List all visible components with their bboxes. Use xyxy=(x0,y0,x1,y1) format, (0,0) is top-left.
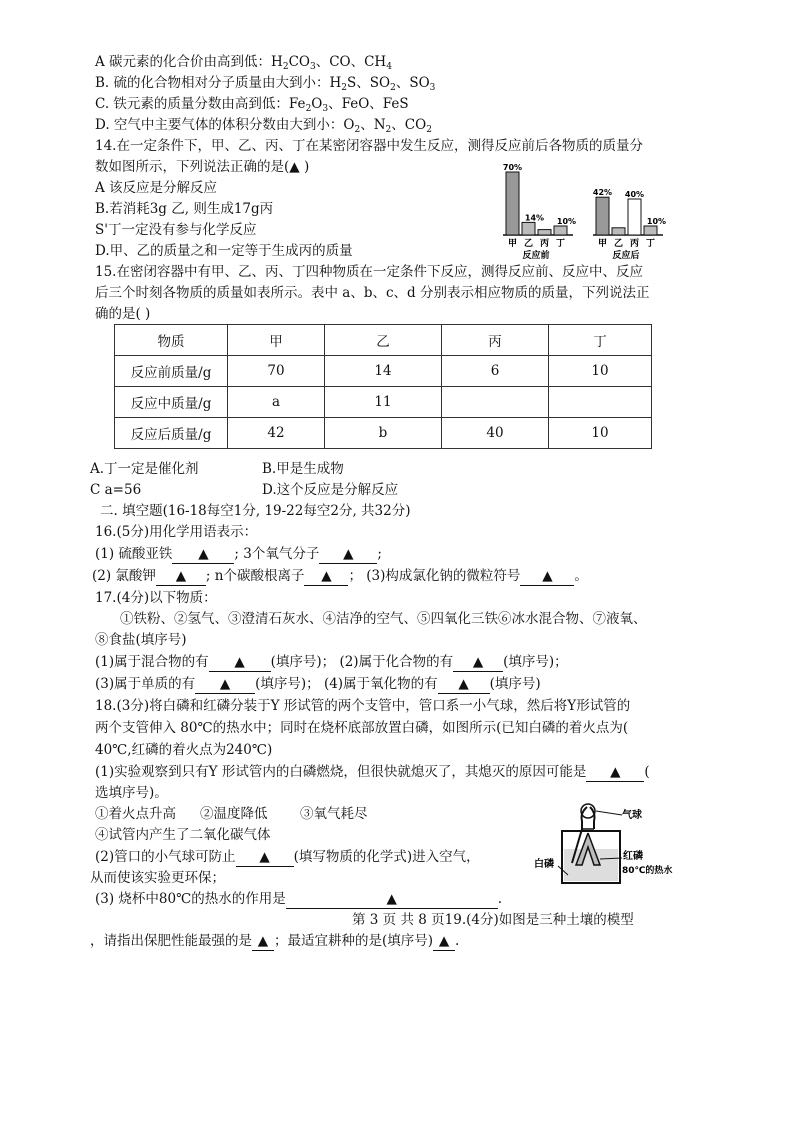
chart-value-label: 42% xyxy=(592,188,613,198)
chart-bar xyxy=(554,226,567,235)
chart-value-label: 14% xyxy=(524,213,545,223)
table-cell: 40 xyxy=(442,418,549,449)
chart-bar xyxy=(506,172,519,235)
label-balloon: 气球 xyxy=(622,810,642,821)
table-header-cell: 丙 xyxy=(442,325,549,356)
q16-line1: (1) 硫酸亚铁 ▲ ; 3个氧气分子 ▲ ; xyxy=(95,546,382,562)
answer-blank[interactable]: ▲ xyxy=(433,932,455,951)
q14-mass-fraction-chart xyxy=(498,155,678,260)
q13-option-b: B. 硫的化合物相对分子质量由大到小：$H_2S$、$SO_2$、$SO_3$ xyxy=(95,75,436,93)
table-row xyxy=(115,418,652,449)
table-header-row xyxy=(115,325,652,356)
chart-category-label: 丁 xyxy=(555,239,566,249)
answer-blank[interactable]: ▲ xyxy=(286,890,498,909)
table-cell xyxy=(442,387,549,418)
answer-blank[interactable]: ▲ xyxy=(304,567,348,586)
q15-mass-table xyxy=(114,324,652,449)
q15-option-c: C a=56 xyxy=(90,482,142,498)
answer-blank[interactable]: ▲ xyxy=(319,545,377,564)
table-cell: a xyxy=(228,387,325,418)
table-cell: 反应前质量/g xyxy=(115,356,228,387)
q15-option-a: A.丁一定是催化剂 xyxy=(90,461,199,477)
q18-line5: 选填序号)。 xyxy=(95,785,168,801)
q18-option-2: ②温度降低 xyxy=(200,806,268,822)
chart-bar xyxy=(612,228,625,235)
label-red-phosphorus: 红磷 xyxy=(623,851,643,862)
table-cell: 反应后质量/g xyxy=(115,418,228,449)
q14-stem-line1: 14.在一定条件下，甲、乙、丙、丁在某密闭容器中发生反应，测得反应前后各物质的质量分 xyxy=(95,138,643,154)
q18-line3: 40℃,红磷的着火点为240℃) xyxy=(95,742,273,758)
chart-value-label: 10% xyxy=(646,217,667,226)
q18-line4: (1)实验观察到只有Y 形试管内的白磷燃烧，但很快就熄灭了，其熄灭的原因可能是 ▲ ( xyxy=(95,764,650,780)
q19-line2: ，请指出保肥性能最强的是 ▲ ；最适宜耕种的是(填序号) ▲ . xyxy=(90,933,460,949)
q15-option-b: B.甲是生成物 xyxy=(262,461,344,477)
table-cell: 10 xyxy=(549,356,652,387)
table-cell: b xyxy=(325,418,442,449)
answer-blank[interactable]: ▲ xyxy=(252,932,274,951)
q18-line8: (3) 烧杯中80℃的热水的作用是 ▲ . xyxy=(95,891,502,907)
q18-line7: 从而使该实验更环保； xyxy=(90,870,225,886)
q16-line2: (2) 氯酸钾 ▲ ; n个碳酸根离子 ▲ ； (3)构成氯化钠的微粒符号 ▲ 。 xyxy=(92,568,588,584)
table-header-cell: 甲 xyxy=(228,325,325,356)
answer-blank[interactable]: ▲ xyxy=(453,653,503,672)
q13-option-c: C. 铁元素的质量分数由高到低：$Fe_2O_3$、FeO、FeS xyxy=(95,96,409,114)
table-cell: 42 xyxy=(228,418,325,449)
chart-bar xyxy=(538,230,551,235)
chart-value-label: 40% xyxy=(624,190,645,199)
table-cell: 反应中质量/g xyxy=(115,387,228,418)
q17-part2: (3)属于单质的有 ▲ (填序号)； (4)属于氧化物的有 ▲ (填序号) xyxy=(95,676,541,692)
q18-option-4: ④试管内产生了二氧化碳气体 xyxy=(95,827,271,843)
chart-after-group xyxy=(593,188,666,260)
answer-blank[interactable]: ▲ xyxy=(236,848,294,867)
table-header-cell: 乙 xyxy=(325,325,442,356)
chart-category-label: 甲 xyxy=(507,239,518,249)
q14-option-c: S'丁一定没有参与化学反应 xyxy=(95,222,257,238)
q14-option-a: A 该反应是分解反应 xyxy=(95,180,218,196)
table-row xyxy=(115,356,652,387)
q16-stem: 16.(5分)用化学用语表示： xyxy=(95,524,258,540)
chart-category-label: 丁 xyxy=(645,239,656,249)
page-number: 第 3 页 共 8 页19.(4分)如图是三种土壤的模型 xyxy=(352,912,634,928)
table-cell: 11 xyxy=(325,387,442,418)
chart-bar xyxy=(522,222,535,235)
chart-before-group xyxy=(503,163,576,260)
answer-blank[interactable]: ▲ xyxy=(172,545,234,564)
label-hot-water: 80℃的热水 xyxy=(622,866,673,876)
q18-option-3: ③氧气耗尽 xyxy=(300,806,368,822)
y-tube-experiment-figure xyxy=(532,803,692,888)
q18-line2: 两个支管伸入 80℃的热水中；同时在烧杯底部放置白磷，如图所示(已知白磷的着火点为( xyxy=(95,720,629,736)
q14-option-d: D.甲、乙的质量之和一定等于生成丙的质量 xyxy=(95,243,353,259)
q15-option-d: D.这个反应是分解反应 xyxy=(262,482,399,498)
label-white-phosphorus: 白磷 xyxy=(534,859,554,870)
chart-category-label: 甲 xyxy=(597,239,608,249)
table-cell: 10 xyxy=(549,418,652,449)
table-header-cell: 丁 xyxy=(549,325,652,356)
chart-caption: 反应后 xyxy=(612,251,640,260)
chart-category-label: 乙 xyxy=(523,239,534,249)
q13-option-d: D. 空气中主要气体的体积分数由大到小：$O_2$、$N_2$、$CO_2$ xyxy=(95,117,432,135)
chart-caption: 反应前 xyxy=(522,251,550,260)
chart-value-label: 10% xyxy=(556,217,577,226)
chart-category-label: 丙 xyxy=(629,239,640,249)
chart-category-label: 乙 xyxy=(613,239,624,249)
answer-blank[interactable]: ▲ xyxy=(586,763,644,782)
q15-stem-line2: 后三个时刻各物质的质量如表所示。表中 a、b、c、d 分别表示相应物质的质量，下列说法正 xyxy=(95,285,650,301)
chart-category-label: 丙 xyxy=(539,239,550,249)
answer-blank[interactable]: ▲ xyxy=(156,567,206,586)
chart-value-label: 70% xyxy=(502,163,523,172)
q18-line6: (2)管口的小气球可防止 ▲ (填写物质的化学式)进入空气， xyxy=(95,849,480,865)
table-cell: 6 xyxy=(442,356,549,387)
q18-line1: 18.(3分)将白磷和红磷分装于Y 形试管的两个支管中，管口系一小气球，然后将Y形试管的 xyxy=(95,698,631,714)
answer-blank[interactable]: ▲ xyxy=(438,675,490,694)
table-row xyxy=(115,387,652,418)
table-cell: 70 xyxy=(228,356,325,387)
chart-bar xyxy=(628,199,641,235)
table-header-cell: 物质 xyxy=(115,325,228,356)
q17-items-line2: ⑧食盐(填序号) xyxy=(95,632,187,648)
table-cell xyxy=(549,387,652,418)
q14-option-b: B.若消耗3g 乙, 则生成17g丙 xyxy=(95,201,274,217)
q15-stem-line3: 确的是( ) xyxy=(95,306,151,322)
q17-items-line1: ①铁粉、②氢气、③澄清石灰水、④洁净的空气、⑤四氧化三铁⑥冰水混合物、⑦液氧、 xyxy=(120,611,647,627)
section-2-heading: 二. 填空题(16-18每空1分, 19-22每空2分, 共32分) xyxy=(100,503,411,519)
q15-stem-line1: 15.在密闭容器中有甲、乙、丙、丁四种物质在一定条件下反应，测得反应前、反应中、反应 xyxy=(95,264,643,280)
q18-option-1: ①着火点升高 xyxy=(95,806,176,822)
chart-bar xyxy=(596,197,609,235)
answer-blank[interactable]: ▲ xyxy=(195,675,255,694)
q17-stem: 17.(4分)以下物质： xyxy=(95,590,217,606)
q13-option-a: A 碳元素的化合价由高到低：$H_2CO_3$、CO、$CH_4$ xyxy=(95,54,392,72)
answer-blank[interactable]: ▲ xyxy=(520,567,574,586)
chart-bar xyxy=(644,226,657,235)
q14-stem-line2: 数如图所示，下列说法正确的是(▲ ) xyxy=(95,159,310,175)
table-cell: 14 xyxy=(325,356,442,387)
q17-part1: (1)属于混合物的有 ▲ (填序号)； (2)属于化合物的有 ▲ (填序号)； xyxy=(95,654,568,670)
answer-blank[interactable]: ▲ xyxy=(209,653,271,672)
